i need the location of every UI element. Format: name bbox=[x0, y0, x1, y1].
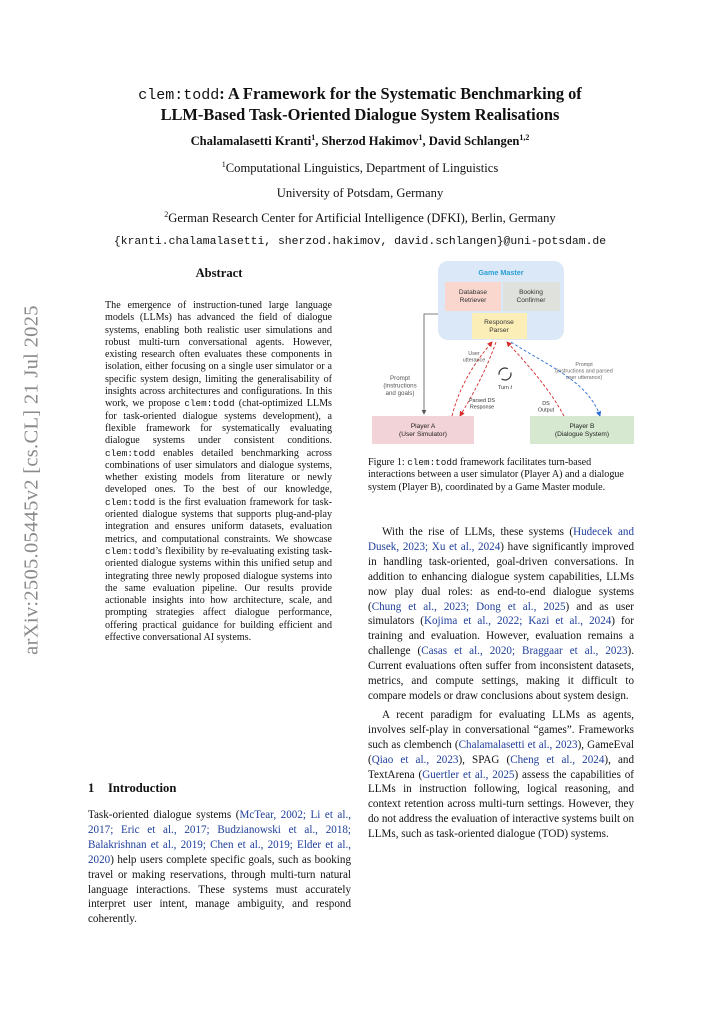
affiliation-text: German Research Center for Artificial Intelligence (DFKI), Berlin, Germany bbox=[168, 211, 556, 225]
parsed-ds-label: Parsed DS Response bbox=[468, 398, 496, 411]
body-text: ) assess the capabilities of LLMs in instruction following, logical reasoning, and context retention across multi-turn settings. However, they do not address the evaluation of interactive systems built on LLMs, such as task-oriented dialogue (TOD) systems. bbox=[368, 768, 634, 841]
prompt-right-label: Prompt (instructions and parsed user utterance) bbox=[555, 362, 613, 381]
citation-link[interactable]: Guertler et al., 2025 bbox=[422, 768, 515, 781]
affiliation-text: University of Potsdam, Germany bbox=[276, 186, 444, 200]
response-parser-box bbox=[472, 313, 527, 339]
caption-text: framework facilitates turn-based interactions between a user simulator (Player A) and a dialogue system (Player B), coordinated by a Game Master module. bbox=[368, 457, 624, 493]
author-list: Chalamalasetti Kranti$^1$, Sherzod Hakimov$^1$, David Schlangen$^{1,2}$ bbox=[190, 132, 530, 148]
body-text: ). Current evaluations often suffer from inconsistent datasets, metrics, and compute settings, making it difficult to compare models or draw conclusions about system design. bbox=[368, 645, 635, 702]
citation-link[interactable]: Chung et al., 2023; Dong et al., 2025 bbox=[371, 600, 566, 613]
affiliation-sup: 2 bbox=[164, 209, 169, 219]
author-name: Chalamalasetti Kranti bbox=[190, 134, 312, 148]
citation-link[interactable]: Casas et al., 2020; Braggaar et al., 2023 bbox=[421, 645, 628, 658]
paragraph bbox=[368, 708, 634, 842]
affiliation-sup: 1 bbox=[221, 159, 226, 169]
citation-link[interactable]: Chalamalasetti et al., 2023 bbox=[458, 738, 578, 751]
body-text: ), GameEval ( bbox=[368, 738, 634, 766]
turn-label: Turn t bbox=[498, 385, 512, 391]
citation-link[interactable]: Cheng et al., 2024 bbox=[510, 753, 605, 766]
section-number: 1 bbox=[88, 781, 95, 795]
abstract-text: (chat-optimized LLMs for task-oriented dialogue systems development), a flexible framework for systematically evaluating dialogue systems under consistent conditions. bbox=[105, 398, 332, 447]
arxiv-stamp-text: arXiv:2505.05445v2 [cs.CL] 21 Jul 2025 bbox=[20, 305, 43, 655]
body-text: A recent paradigm for evaluating LLMs as agents, involves self-play in conversational “games”. Frameworks such as clembench ( bbox=[368, 708, 634, 751]
citation-link[interactable]: Hudecek and Dusek, 2023; Xu et al., 2024 bbox=[368, 526, 635, 553]
abstract-text: The emergence of instruction-tuned large language models (LLMs) has advanced the field of dialogue systems, enabling both realistic user simulations and robust multi-turn conversational agents. However, existing research often evaluates these components in isolation, either focusing on a single user simulator or a specific system design, limiting the generalisability of insights across architectures and configurations. In this work, we propose bbox=[105, 300, 332, 410]
prompt-left-label: Prompt (instructions and goals) bbox=[383, 375, 417, 397]
player-b-box bbox=[530, 416, 634, 444]
body-text: ) have significantly improved in handling task-oriented, goal-driven conversations. In addition to enhancing dialogue system capabilities, LLMs now play dual roles: as end-to-end dialogue systems ( bbox=[368, 540, 634, 613]
affiliation-text: Computational Linguistics, Department of Linguistics bbox=[225, 161, 499, 175]
intro-paragraph bbox=[88, 808, 351, 927]
citation-link[interactable]: McTear, 2002; Li et al., 2017; Eric et al., 2017; Budzianowski et al., 2018; Balakrishnan et al., 2019; Chen et al., 2019; Elder et al., 2020 bbox=[88, 809, 351, 866]
body-text: ), and TextArena ( bbox=[368, 753, 635, 781]
author-sup: 1 bbox=[311, 132, 316, 142]
abstract-text: is the first evaluation framework for task-oriented dialogue systems that supports plug-and-play integration and ensures uniform datasets, evaluation metrics, and computational constraints. We showcase bbox=[105, 496, 332, 545]
abstract-mono: clem:todd bbox=[184, 398, 235, 410]
paper-title bbox=[60, 84, 660, 124]
citation-link[interactable]: Qiao et al., 2023 bbox=[371, 753, 459, 766]
author-name: Sherzod Hakimov bbox=[321, 134, 419, 148]
ds-output-arrow bbox=[507, 342, 564, 416]
turn-icon bbox=[499, 368, 511, 380]
caption-mono: clem:todd bbox=[407, 457, 458, 468]
abstract-text: enables detailed benchmarking across combinations of user simulators and dialogue systems, whether existing models from literature or newly developed ones. To the best of our knowledge, bbox=[105, 447, 332, 496]
abstract-mono: clem:todd bbox=[105, 496, 156, 508]
player-a-box bbox=[372, 416, 474, 444]
ds-output-label: DS Output bbox=[537, 401, 555, 414]
paragraph bbox=[368, 525, 634, 704]
booking-confirmer-label: Booking Confirmer bbox=[516, 289, 546, 304]
author-sup: 1,2 bbox=[519, 132, 530, 142]
author-emails: {kranti.chalamalasetti, sherzod.hakimov, david.schlangen}@uni-potsdam.de bbox=[113, 236, 607, 248]
abstract-body bbox=[105, 300, 332, 644]
user-utterance-label: User utterance bbox=[462, 351, 486, 364]
body-text: ) for training and evaluation. However, evaluation remains a challenge ( bbox=[368, 615, 634, 658]
abstract-heading: Abstract bbox=[195, 266, 243, 280]
body-text: ) help users complete specific goals, such as booking travel or making reservations, through multi-turn natural language interactions. These systems must accurately interpret user intent, manage ambiguity, and respond coherently. bbox=[88, 853, 351, 926]
section-heading bbox=[88, 781, 176, 796]
title-line2: LLM-Based Task-Oriented Dialogue System Realisations bbox=[160, 105, 560, 124]
author-name: David Schlangen bbox=[428, 134, 520, 148]
abstract-mono: clem:todd bbox=[105, 545, 156, 557]
player-a-label: Player A (User Simulator) bbox=[399, 423, 447, 438]
arxiv-stamp bbox=[12, 300, 52, 660]
body-text: ), SPAG ( bbox=[458, 753, 511, 766]
database-retriever-label: Database Retriever bbox=[458, 289, 488, 304]
title-mono: clem:todd bbox=[138, 87, 220, 104]
body-text: With the rise of LLMs, these systems ( bbox=[382, 526, 574, 538]
player-b-label: Player B (Dialogue System) bbox=[554, 423, 610, 438]
caption-label: Figure 1: bbox=[368, 457, 408, 468]
prompt-left-arrow bbox=[424, 314, 438, 414]
right-column-text bbox=[368, 525, 634, 842]
affiliation-2 bbox=[60, 211, 660, 226]
abstract-text: ’s flexibility by re-evaluating existing task-oriented dialogue systems within this unified setup and integrating three newly proposed dialogue systems into the same evaluation pipeline. Our results provide actionable insights into how architecture, scale, and prompting strategies affect dialogue performance, offering practical guidance for building efficient and effective conversational AI systems. bbox=[105, 545, 332, 644]
affiliation-1-line2 bbox=[60, 186, 660, 201]
response-parser-label: Response Parser bbox=[484, 319, 514, 334]
framework-diagram bbox=[368, 256, 640, 446]
citation-link[interactable]: Kojima et al., 2022; Kazi et al., 2024 bbox=[424, 615, 612, 628]
author-sup: 1 bbox=[418, 132, 423, 142]
affiliation-1 bbox=[60, 161, 660, 176]
figure-caption bbox=[368, 457, 636, 494]
title-line1: : A Framework for the Systematic Benchmarking of bbox=[219, 84, 582, 103]
body-text: Task-oriented dialogue systems ( bbox=[88, 809, 240, 821]
section-title: Introduction bbox=[108, 781, 177, 795]
abstract-mono: clem:todd bbox=[105, 447, 156, 459]
game-master-label: Game Master bbox=[478, 268, 524, 277]
body-text: ) and as user simulators ( bbox=[368, 600, 634, 628]
